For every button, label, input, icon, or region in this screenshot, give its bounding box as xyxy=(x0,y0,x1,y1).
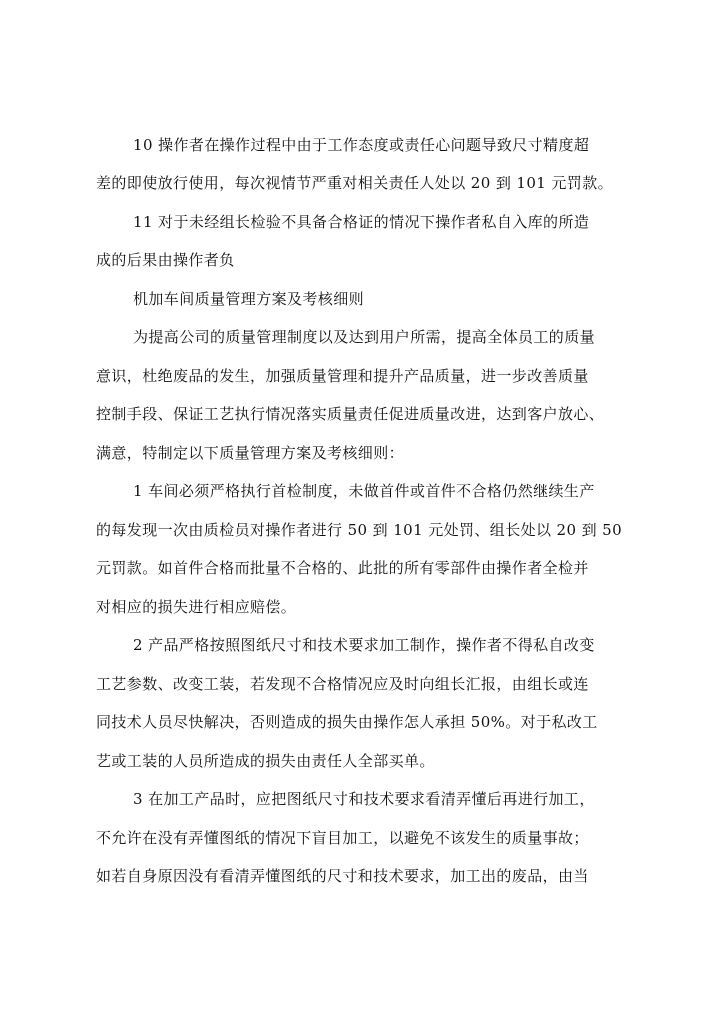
text-line: 3 在加工产品时，应把图纸尺寸和技术要求看清弄懂后再进行加工， xyxy=(133,790,595,808)
text-line: 对相应的损失进行相应赔偿。 xyxy=(96,598,297,616)
text-line: 差的即使放行使用，每次视情节严重对相关责任人处以 20 到 101 元罚款。 xyxy=(96,174,613,192)
section-heading: 机加车间质量管理方案及考核细则 xyxy=(133,290,365,308)
text-line: 元罚款。如首件合格而批量不合格的、此批的所有零部件由操作者全检并 xyxy=(96,559,589,577)
text-line: 如若自身原因没有看清弄懂图纸的尺寸和技术要求，加工出的废品，由当 xyxy=(96,867,589,885)
text-line: 艺或工装的人员所造成的损失由责任人全部买单。 xyxy=(96,752,435,770)
text-line: 的每发现一次由质检员对操作者进行 50 到 101 元处罚、组长处以 20 到 50 xyxy=(96,521,623,539)
text-line: 2 产品严格按照图纸尺寸和技术要求加工制作，操作者不得私自改变 xyxy=(133,636,595,654)
text-line: 10 操作者在操作过程中由于工作态度或责任心问题导致尺寸精度超 xyxy=(133,136,590,154)
text-line: 为提高公司的质量管理制度以及达到用户所需，提高全体员工的质量 xyxy=(133,328,596,346)
text-line: 满意，特制定以下质量管理方案及考核细则： xyxy=(96,444,405,462)
text-line: 成的后果由操作者负 xyxy=(96,251,235,269)
text-line: 同技术人员尽快解决，否则造成的损失由操作怎人承担 50%。对于私改工 xyxy=(96,713,598,731)
text-line: 工艺参数、改变工装，若发现不合格情况应及时向组长汇报，由组长或连 xyxy=(96,675,589,693)
text-line: 11 对于未经组长检验不具备合格证的情况下操作者私自入库的所造 xyxy=(133,213,590,231)
text-line: 意识，杜绝废品的发生，加强质量管理和提升产品质量，进一步改善质量 xyxy=(96,367,589,385)
text-line: 不允许在没有弄懂图纸的情况下盲目加工，以避免不该发生的质量事故； xyxy=(96,829,589,847)
text-line: 控制手段、保证工艺执行情况落实质量责任促进质量改进，达到客户放心、 xyxy=(96,405,605,423)
text-line: 1 车间必须严格执行首检制度，未做首件或首件不合格仍然继续生产 xyxy=(133,482,595,500)
